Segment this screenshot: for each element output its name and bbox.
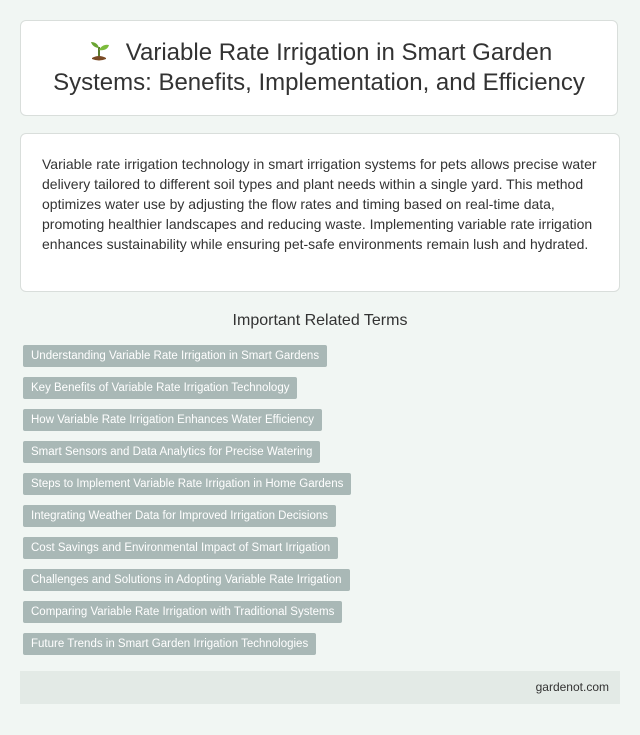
related-term-item [23,633,351,655]
related-term-link[interactable]: How Variable Rate Irrigation Enhances Water Efficiency [23,409,322,431]
sprout-icon [86,38,112,64]
related-term-item [23,601,351,623]
related-term-link[interactable]: Key Benefits of Variable Rate Irrigation Technology [23,377,297,399]
related-terms-heading: Important Related Terms [232,312,408,329]
related-term-link[interactable]: Smart Sensors and Data Analytics for Precise Watering [23,441,320,463]
summary-text: Variable rate irrigation technology in smart irrigation systems for pets allows precise water delivery tailored to different soil types and plant needs within a single yard. This method optimizes water use by adjusting the flow rates and timing based on real-time data, promoting healthier landscapes and reducing waste. Implementing variable rate irrigation enhances sustainability while ensuring pet-safe environments remain lush and hydrated. [42,156,597,252]
related-term-item [23,409,351,431]
page-title [39,38,599,98]
related-term-link[interactable]: Steps to Implement Variable Rate Irrigation in Home Gardens [23,473,351,495]
related-term-item [23,441,351,463]
footer [20,671,620,704]
related-term-item [23,377,351,399]
related-term-link[interactable]: Challenges and Solutions in Adopting Variable Rate Irrigation [23,569,350,591]
footer-site-link[interactable]: gardenot.com [535,680,609,694]
related-term-item [23,537,351,559]
related-term-link[interactable]: Cost Savings and Environmental Impact of Smart Irrigation [23,537,338,559]
related-term-item [23,345,351,367]
summary-card [20,133,620,292]
related-term-link[interactable]: Integrating Weather Data for Improved Irrigation Decisions [23,505,336,527]
title-card [20,20,618,116]
related-term-item [23,505,351,527]
related-term-item [23,569,351,591]
related-terms-list [23,345,351,665]
related-term-link[interactable]: Understanding Variable Rate Irrigation in Smart Gardens [23,345,327,367]
related-term-link[interactable]: Comparing Variable Rate Irrigation with Traditional Systems [23,601,342,623]
page-title-text: Variable Rate Irrigation in Smart Garden Systems: Benefits, Implementation, and Efficiency [53,39,585,96]
related-term-link[interactable]: Future Trends in Smart Garden Irrigation Technologies [23,633,316,655]
related-term-item [23,473,351,495]
